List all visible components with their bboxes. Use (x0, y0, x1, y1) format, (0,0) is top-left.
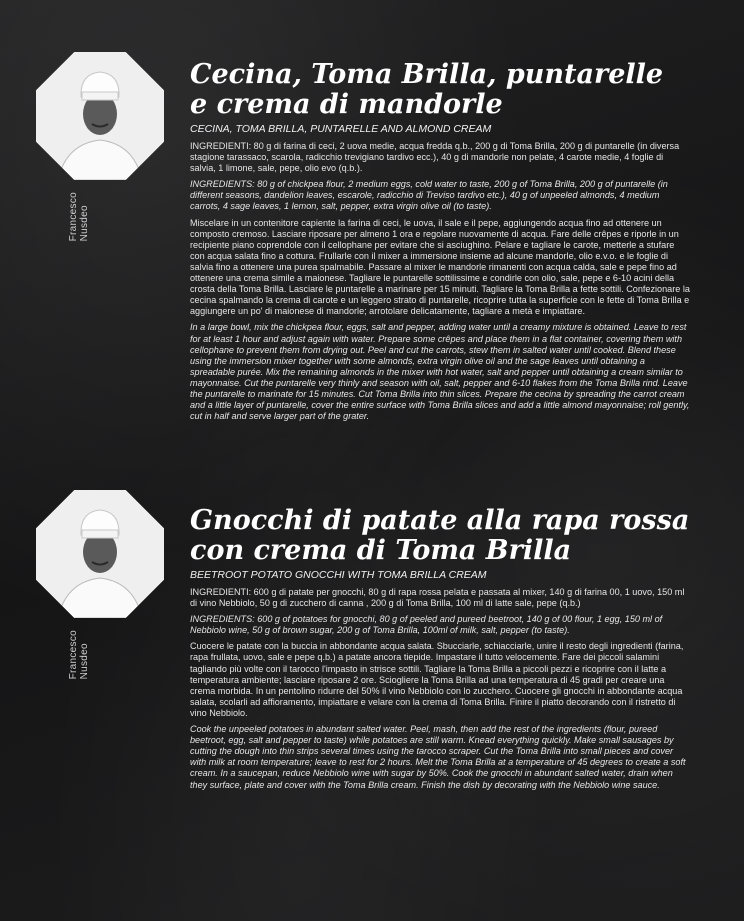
method-italian: Miscelare in un contenitore capiente la farina di ceci, le uova, il sale e il pepe, aggiungendo acqua fino ad ottenere un composto cremoso. Lasciare riposare per almeno 1 ora e regolare nuovamente di acqua. Fare delle crêpes e riporle in un recipiente piano coprendole con il cellophane per evitare che si asciughino. Pelare e tagliare le carote, metterle a stufare con acqua salata fino a cottura. Frullarle con il mixer a immersione insieme ad alcune mandorle, olio e.v.o. e le foglie di salvia fino a ottenere una purea spalmabile. Passare al mixer le mandorle rimanenti con acqua calda, sale e pepe fino ad ottenere una crema simile a maionese. Tagliare le puntarelle sottilissime e condirle con olio, sale, pepe e 6-10 acini della crosta della Toma Brilla. Lasciare le puntarelle a marinare per 15 minuti. Tagliare la Toma Brilla a fette sottili. Confezionare la cecina spalmando la crema di carote e un leggero strato di puntarelle, ricoprire tutta la superficie con le fette di Toma Brilla e aggiungere un po' di maionese di mandorle; arrotolare delicatamente, tagliare a metà e impiattare. (190, 217, 690, 317)
title-line-2: con crema di Toma Brilla (190, 535, 572, 566)
author-credit: Francesco Nusdeo (68, 630, 90, 680)
title-line-1: Cecina, Toma Brilla, puntarelle (190, 59, 664, 90)
title-line-2: e crema di mandorle (190, 89, 503, 120)
chef-portrait-icon (36, 490, 164, 618)
chef-portrait-icon (36, 52, 164, 180)
method-italian: Cuocere le patate con la buccia in abbondante acqua salata. Sbucciarle, schiacciarle, unire il resto degli ingredienti (farina, rapa frullata, uovo, sale e pepe q.b.) a patate ancora tiepide. Impastare il tutto velocemente. Fare dei piccoli salamini tagliando più volte con il tarocco l'impasto in strisce sottili. Tagliare la Toma Brilla a piccoli pezzi e ricoprire con il latte a temperatura ambiente; lasciare riposare 2 ore. Sciogliere la Toma Brilla ad una temperatura di 45 gradi per creare una crema morbida. In un pentolino ridurre del 50% il vino Nebbiolo con lo zucchero. Cuocere gli gnocchi in abbondante acqua salata, scolarli ad affioramento, impiattare e velare con la crema di Toma Brilla. Finire il piatto decorando con il ristretto di vino Nebbiolo. (190, 641, 684, 718)
ingredients-english: INGREDIENTS: 600 g of potatoes for gnocchi, 80 g of peeled and pureed beetroot, 140 g of 00 flour, 1 egg, 150 ml of Nebbiolo wine, 50 g of brown sugar, 200 g of Toma Brilla, 100ml of milk, salt, pepper (to taste). (190, 614, 663, 636)
method-english: In a large bowl, mix the chickpea flour, eggs, salt and pepper, adding water until a creamy mixture is obtained. Leave to rest for at least 1 hour and adjust again with water. Prepare some crêpes and place them in a flat container, covering them with cellophane to prevent them from drying out. Peel and cut the carrots, stew them in salted water until cooked. Blend these using the immersion mixer together with some almonds, extra virgin olive oil and the sage leaves until obtaining a spreadable purée. Mix the remaining almonds in the mixer with hot water, salt and pepper until obtaining a cream similar to mayonnaise. Cut the puntarelle very thinly and season with oil, salt, pepper and 6-10 flakes from the Toma Brilla rind. Leave the puntarelle to marinate for 15 minutes. Cut Toma Brilla into thin slices. Prepare the cecina by spreading the carrot cream and a little layer of puntarelle, cover the entire surface with Toma Brilla slices and add a little almond mayonnaise; roll gently, cut in half and serve larger part of the grater. (190, 322, 690, 422)
recipe-content (190, 506, 690, 796)
chef-photo (36, 490, 164, 618)
ingredients-english: INGREDIENTS: 80 g of chickpea flour, 2 medium eggs, cold water to taste, 200 g of Toma Brilla, 200 g of puntarelle (in different seasons, dandelion leaves, escarole, radicchio di Treviso tardivo etc.), 40 g of unpeeled almonds, 4 medium carrots, 4 sage leaves, 1 lemon, salt, pepper, extra virgin olive oil (to taste). (190, 179, 668, 212)
author-credit: Francesco Nusdeo (68, 192, 90, 242)
recipe-content (190, 60, 690, 427)
recipe-title (190, 506, 690, 566)
recipe-subtitle: CECINA, TOMA BRILLA, PUNTARELLE AND ALMOND CREAM (190, 123, 492, 135)
ingredients-italian: INGREDIENTI: 80 g di farina di ceci, 2 uova medie, acqua fredda q.b., 200 g di Toma Brilla, 200 g di puntarelle (in diversa stagione tarassaco, scarola, radicchio trevigiano tardivo ecc.), 40 g di mandorle non pelate, 4 carote medie, 4 foglie di salvia, 1 limone, sale, pepe, olio evo (q.b.). (190, 141, 680, 174)
chef-photo (36, 52, 164, 180)
recipe-subtitle: BEETROOT POTATO GNOCCHI WITH TOMA BRILLA CREAM (190, 569, 487, 581)
title-line-1: Gnocchi di patate alla rapa rossa (190, 505, 690, 536)
ingredients-italian: INGREDIENTI: 600 g di patate per gnocchi, 80 g di rapa rossa pelata e passata al mixer, 140 g di farina 00, 1 uovo, 150 ml di vino Nebbiolo, 50 g di zucchero di canna , 200 g di Toma Brilla, 100 ml di latte sale, pepe (q.b.) (190, 587, 685, 609)
method-english: Cook the unpeeled potatoes in abundant salted water. Peel, mash, then add the rest of the ingredients (flour, pureed beetroot, egg, salt and pepper to taste) while potatoes are still warm. Knead everything quickly. Make small sausages by cutting the dough into thin strips several times using the tarocco scraper. Cut the Toma Brilla into small pieces and cover with milk at room temperature; leave to rest for 2 hours. Melt the Toma Brilla at a temperature of 45 degrees to create a soft cream. In a saucepan, reduce Nebbiolo wine with sugar by 50%. Cook the gnocchi in abundant salted water, drain when they surface, plate and cover with the Toma Brilla cream. Finish the dish by decorating with the Nebbiolo wine sauce. (190, 724, 686, 790)
recipe-title (190, 60, 690, 120)
